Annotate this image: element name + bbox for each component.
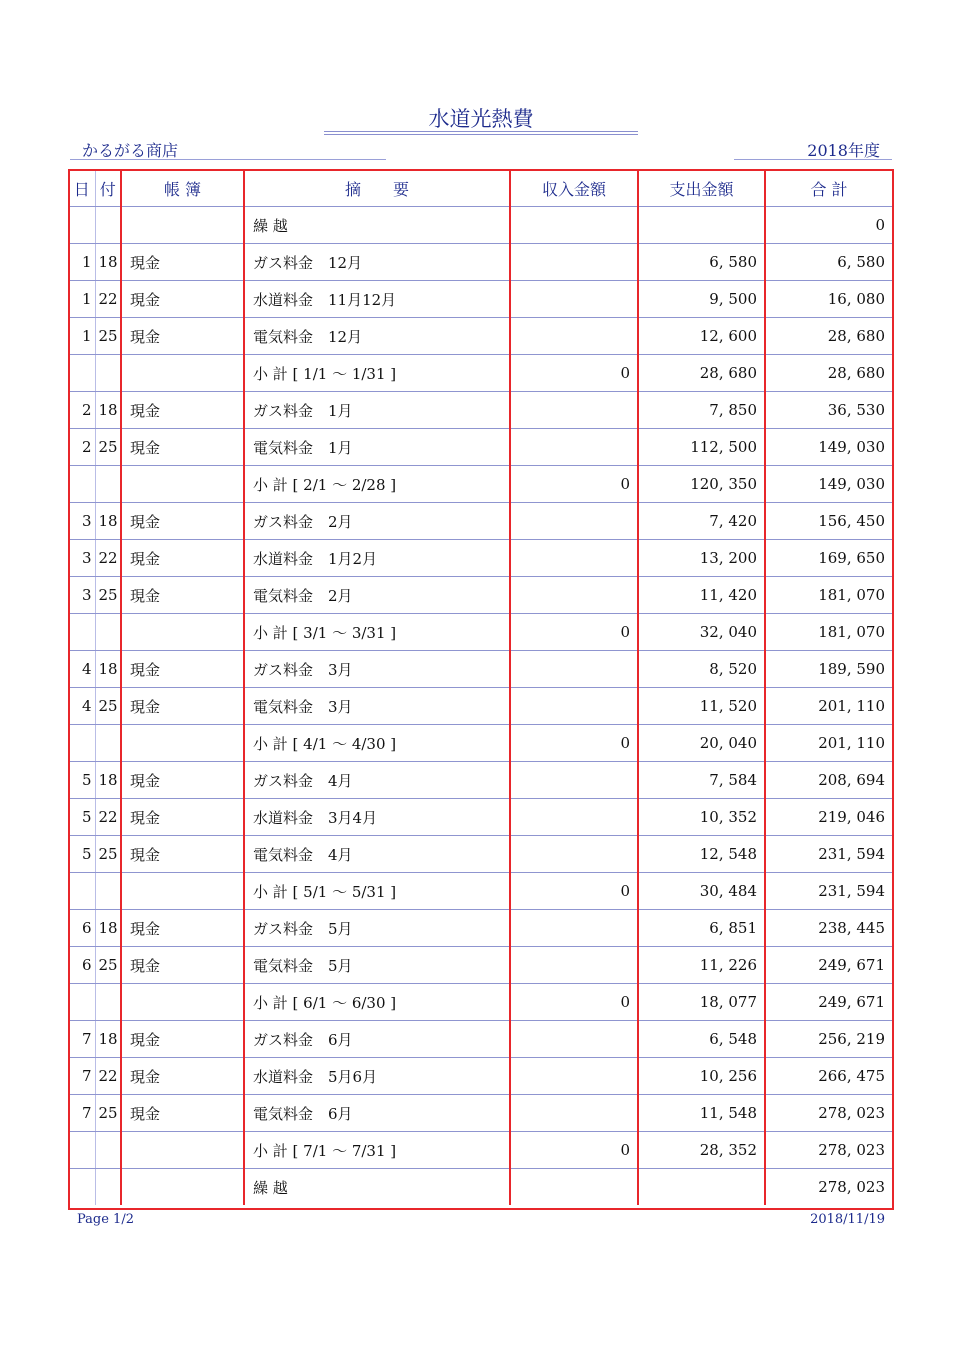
cell-month: 7	[69, 1058, 95, 1095]
cell-description: 水道料金 3月4月	[244, 799, 510, 836]
cell-book: 現金	[121, 577, 244, 614]
table-row	[69, 281, 892, 318]
cell-book: 現金	[121, 281, 244, 318]
cell-total: 231, 594	[765, 836, 892, 873]
table-row	[69, 1132, 892, 1169]
cell-book: 現金	[121, 318, 244, 355]
header-description: 摘 要	[244, 170, 510, 207]
cell-day: 25	[95, 836, 121, 873]
cell-total: 149, 030	[765, 429, 892, 466]
cell-expense: 120, 350	[638, 466, 765, 503]
cell-description: 小 計 [ 1/1 ～ 1/31 ]	[244, 355, 510, 392]
cell-expense: 11, 226	[638, 947, 765, 984]
cell-description: 電気料金 2月	[244, 577, 510, 614]
cell-total: 278, 023	[765, 1095, 892, 1132]
cell-day: 22	[95, 799, 121, 836]
cell-expense: 12, 548	[638, 836, 765, 873]
table-row	[69, 762, 892, 799]
table-row	[69, 725, 892, 762]
table-row	[69, 984, 892, 1021]
cell-book: 現金	[121, 651, 244, 688]
cell-income: 0	[510, 725, 638, 762]
cell-total: 208, 694	[765, 762, 892, 799]
cell-income	[510, 688, 638, 725]
cell-book	[121, 355, 244, 392]
header-income: 収入金額	[510, 170, 638, 207]
cell-description: 水道料金 1月2月	[244, 540, 510, 577]
cell-expense: 7, 584	[638, 762, 765, 799]
shop-underline	[70, 159, 386, 160]
cell-month: 1	[69, 318, 95, 355]
table-row	[69, 466, 892, 503]
cell-expense: 20, 040	[638, 725, 765, 762]
cell-income	[510, 836, 638, 873]
cell-expense: 7, 850	[638, 392, 765, 429]
cell-total: 249, 671	[765, 947, 892, 984]
cell-income	[510, 910, 638, 947]
cell-income: 0	[510, 984, 638, 1021]
table-row	[69, 1021, 892, 1058]
cell-total: 181, 070	[765, 614, 892, 651]
cell-total: 169, 650	[765, 540, 892, 577]
cell-total: 278, 023	[765, 1132, 892, 1169]
cell-total: 278, 023	[818, 1178, 885, 1196]
cell-income	[510, 1058, 638, 1095]
table-row	[69, 503, 892, 540]
cell-day	[95, 207, 121, 244]
cell-book: 現金	[121, 688, 244, 725]
cell-day: 25	[95, 947, 121, 984]
cell-expense: 6, 851	[638, 910, 765, 947]
cell-month: 4	[69, 688, 95, 725]
cell-book: 現金	[121, 836, 244, 873]
cell-income: 0	[510, 1132, 638, 1169]
cell-total: 201, 110	[765, 725, 892, 762]
cell-book	[121, 1132, 244, 1169]
cell-description: ガス料金 5月	[244, 910, 510, 947]
cell-expense: 8, 520	[638, 651, 765, 688]
cell-expense: 7, 420	[638, 503, 765, 540]
cell-month	[69, 614, 95, 651]
cell-day: 25	[95, 688, 121, 725]
table-row	[69, 355, 892, 392]
table-row	[69, 873, 892, 910]
cell-total: 256, 219	[765, 1021, 892, 1058]
fiscal-year: 2018年度	[807, 141, 880, 160]
cell-book: 現金	[121, 799, 244, 836]
cell-expense: 12, 600	[638, 318, 765, 355]
table-row	[69, 947, 892, 984]
cell-month: 4	[69, 651, 95, 688]
table-row	[69, 688, 892, 725]
table-row	[69, 799, 892, 836]
table-row	[69, 836, 892, 873]
cell-book: 現金	[121, 503, 244, 540]
cell-day: 18	[95, 392, 121, 429]
cell-total: 231, 594	[765, 873, 892, 910]
cell-book: 現金	[121, 429, 244, 466]
cell-income	[510, 540, 638, 577]
cell-day: 22	[95, 540, 121, 577]
shop-name: かるがる商店	[82, 141, 179, 160]
cell-book	[121, 466, 244, 503]
cell-description: 小 計 [ 6/1 ～ 6/30 ]	[244, 984, 510, 1021]
cell-month: 6	[69, 910, 95, 947]
cell-month	[69, 1169, 95, 1206]
table-row	[69, 207, 892, 244]
table-row	[69, 1169, 892, 1206]
title-underline	[324, 131, 638, 132]
cell-description: ガス料金 3月	[244, 651, 510, 688]
header-book: 帳 簿	[121, 170, 244, 207]
cell-description: 電気料金 6月	[244, 1095, 510, 1132]
cell-book: 現金	[121, 540, 244, 577]
cell-month	[69, 355, 95, 392]
cell-total: 181, 070	[765, 577, 892, 614]
cell-expense	[638, 1169, 765, 1206]
table-row	[69, 392, 892, 429]
cell-expense: 6, 580	[638, 244, 765, 281]
cell-day	[95, 984, 121, 1021]
cell-day	[95, 873, 121, 910]
cell-description: 繰 越	[244, 1169, 510, 1206]
cell-day: 18	[95, 1021, 121, 1058]
cell-income: 0	[510, 614, 638, 651]
cell-description: 小 計 [ 2/1 ～ 2/28 ]	[244, 466, 510, 503]
print-date: 2018/11/19	[810, 1212, 885, 1227]
header-date-day: 付	[95, 170, 121, 207]
cell-income: 0	[510, 466, 638, 503]
cell-description: ガス料金 12月	[244, 244, 510, 281]
cell-income	[510, 1021, 638, 1058]
cell-income	[510, 318, 638, 355]
cell-book: 現金	[121, 947, 244, 984]
cell-book	[121, 207, 244, 244]
cell-day	[95, 466, 121, 503]
cell-description: ガス料金 4月	[244, 762, 510, 799]
cell-description: 小 計 [ 4/1 ～ 4/30 ]	[244, 725, 510, 762]
cell-day: 18	[95, 244, 121, 281]
cell-day: 18	[95, 651, 121, 688]
cell-day: 25	[95, 429, 121, 466]
cell-income	[510, 392, 638, 429]
header-expense: 支出金額	[638, 170, 765, 207]
page-number: Page 1/2	[77, 1212, 134, 1227]
cell-expense: 28, 680	[638, 355, 765, 392]
ledger-body	[69, 207, 892, 1206]
cell-expense	[638, 207, 765, 244]
cell-book: 現金	[121, 762, 244, 799]
cell-income: 0	[510, 355, 638, 392]
cell-income	[510, 799, 638, 836]
cell-book: 現金	[121, 1058, 244, 1095]
cell-income	[510, 577, 638, 614]
cell-book	[121, 614, 244, 651]
page-title: 水道光熱費	[428, 107, 534, 131]
cell-description: ガス料金 6月	[244, 1021, 510, 1058]
cell-description: 電気料金 5月	[244, 947, 510, 984]
cell-month	[69, 725, 95, 762]
cell-total: 249, 671	[765, 984, 892, 1021]
cell-month: 5	[69, 836, 95, 873]
cell-income	[510, 651, 638, 688]
cell-income	[510, 281, 638, 318]
ledger-table	[69, 170, 892, 1205]
cell-description: 繰 越	[244, 207, 510, 244]
header-total: 合 計	[765, 170, 892, 207]
cell-total: 28, 680	[765, 318, 892, 355]
cell-month	[69, 207, 95, 244]
table-row	[69, 577, 892, 614]
cell-day: 18	[95, 910, 121, 947]
cell-expense: 13, 200	[638, 540, 765, 577]
cell-expense: 11, 420	[638, 577, 765, 614]
cell-book	[121, 873, 244, 910]
table-row	[69, 614, 892, 651]
cell-expense: 9, 500	[638, 281, 765, 318]
cell-description: 水道料金 5月6月	[244, 1058, 510, 1095]
cell-description: 電気料金 12月	[244, 318, 510, 355]
cell-total: 28, 680	[765, 355, 892, 392]
cell-book	[121, 984, 244, 1021]
title-underline-second	[324, 134, 638, 135]
cell-description: 電気料金 1月	[244, 429, 510, 466]
cell-total: 0	[765, 207, 892, 244]
cell-month: 3	[69, 577, 95, 614]
cell-day	[95, 1169, 121, 1206]
year-underline	[734, 159, 892, 160]
cell-day: 22	[95, 1058, 121, 1095]
cell-description: 水道料金 11月12月	[244, 281, 510, 318]
cell-expense: 11, 548	[638, 1095, 765, 1132]
cell-description: 小 計 [ 7/1 ～ 7/31 ]	[244, 1132, 510, 1169]
cell-expense: 32, 040	[638, 614, 765, 651]
cell-day	[95, 1132, 121, 1169]
cell-total: 266, 475	[765, 1058, 892, 1095]
cell-day: 25	[95, 1095, 121, 1132]
cell-book	[121, 725, 244, 762]
cell-month	[69, 984, 95, 1021]
cell-month: 3	[69, 540, 95, 577]
cell-income: 0	[510, 873, 638, 910]
cell-book: 現金	[121, 910, 244, 947]
table-row	[69, 910, 892, 947]
cell-day: 25	[95, 577, 121, 614]
cell-month	[69, 873, 95, 910]
cell-description: 小 計 [ 5/1 ～ 5/31 ]	[244, 873, 510, 910]
cell-day	[95, 614, 121, 651]
cell-income	[510, 1169, 638, 1206]
table-row	[69, 1095, 892, 1132]
table-row	[69, 651, 892, 688]
cell-total: 189, 590	[765, 651, 892, 688]
cell-total: 219, 046	[765, 799, 892, 836]
cell-month: 2	[69, 392, 95, 429]
cell-total: 149, 030	[765, 466, 892, 503]
cell-expense: 28, 352	[638, 1132, 765, 1169]
cell-day: 25	[95, 318, 121, 355]
cell-expense: 112, 500	[638, 429, 765, 466]
cell-description: 電気料金 4月	[244, 836, 510, 873]
cell-month	[69, 1132, 95, 1169]
cell-book: 現金	[121, 244, 244, 281]
cell-month: 1	[69, 281, 95, 318]
cell-expense: 18, 077	[638, 984, 765, 1021]
cell-description: ガス料金 2月	[244, 503, 510, 540]
cell-total: 16, 080	[765, 281, 892, 318]
cell-month: 3	[69, 503, 95, 540]
cell-total: 156, 450	[765, 503, 892, 540]
cell-income	[510, 207, 638, 244]
cell-day: 18	[95, 762, 121, 799]
cell-book: 現金	[121, 392, 244, 429]
table-row	[69, 540, 892, 577]
header-date-month: 日	[69, 170, 95, 207]
cell-day: 22	[95, 281, 121, 318]
cell-month: 7	[69, 1021, 95, 1058]
cell-expense: 11, 520	[638, 688, 765, 725]
cell-total: 36, 530	[765, 392, 892, 429]
cell-income	[510, 947, 638, 984]
cell-day	[95, 355, 121, 392]
cell-income	[510, 762, 638, 799]
cell-day: 18	[95, 503, 121, 540]
header-row	[69, 170, 892, 207]
cell-income	[510, 429, 638, 466]
cell-month	[69, 466, 95, 503]
cell-total: 201, 110	[765, 688, 892, 725]
cell-month: 2	[69, 429, 95, 466]
cell-book: 現金	[121, 1021, 244, 1058]
cell-description: ガス料金 1月	[244, 392, 510, 429]
cell-day	[95, 725, 121, 762]
cell-total: 238, 445	[765, 910, 892, 947]
cell-month: 7	[69, 1095, 95, 1132]
cell-month: 5	[69, 762, 95, 799]
cell-income	[510, 503, 638, 540]
cell-expense: 10, 256	[638, 1058, 765, 1095]
cell-income	[510, 244, 638, 281]
cell-total: 6, 580	[765, 244, 892, 281]
cell-month: 5	[69, 799, 95, 836]
cell-expense: 10, 352	[638, 799, 765, 836]
cell-expense: 6, 548	[638, 1021, 765, 1058]
table-row	[69, 318, 892, 355]
cell-book: 現金	[121, 1095, 244, 1132]
cell-description: 小 計 [ 3/1 ～ 3/31 ]	[244, 614, 510, 651]
cell-expense: 30, 484	[638, 873, 765, 910]
cell-description: 電気料金 3月	[244, 688, 510, 725]
table-row	[69, 244, 892, 281]
cell-month: 1	[69, 244, 95, 281]
cell-month: 6	[69, 947, 95, 984]
table-row	[69, 1058, 892, 1095]
cell-book	[121, 1169, 244, 1206]
cell-income	[510, 1095, 638, 1132]
table-row	[69, 429, 892, 466]
